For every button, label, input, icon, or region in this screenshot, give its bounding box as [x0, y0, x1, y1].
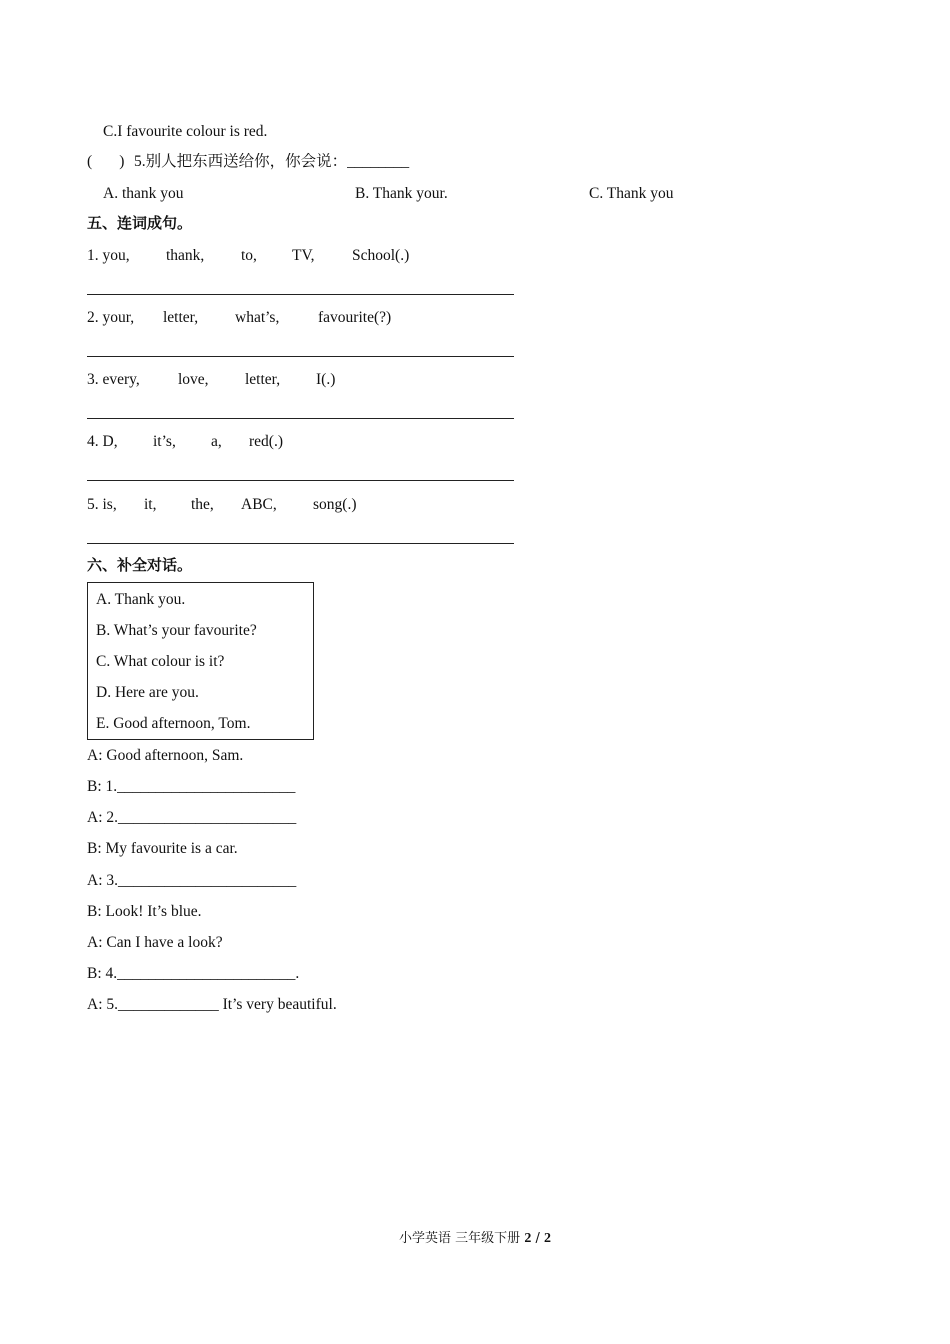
- s5-item-4-word: red(.): [249, 433, 283, 450]
- footer-separator: /: [531, 1231, 544, 1246]
- dialogue-line: B: My favourite is a car.: [87, 840, 238, 857]
- q4-option-c: C.I favourite colour is red.: [103, 123, 268, 140]
- section5-heading: 五、连词成句。: [87, 214, 193, 232]
- s5-item-4-word: a,: [211, 433, 222, 450]
- dialogue-blank-4[interactable]: B: 4._______________________.: [87, 965, 300, 982]
- s5-item-1-word: School(.): [352, 247, 410, 264]
- page-footer: [0, 1227, 950, 1247]
- dialogue-line: B: Look! It’s blue.: [87, 903, 202, 920]
- section6-heading: 六、补全对话。: [87, 556, 193, 574]
- s5-item-5-word: ABC,: [241, 496, 277, 513]
- footer-page-total: 2: [543, 1231, 551, 1246]
- s5-item-2-word: favourite(?): [318, 309, 392, 326]
- answer-line-2[interactable]: [87, 356, 514, 357]
- dialogue-line: A: Good afternoon, Sam.: [87, 747, 244, 764]
- dialogue-blank-2[interactable]: A: 2._______________________: [87, 809, 297, 826]
- footer-subject: 小学英语 三年级下册: [399, 1231, 521, 1246]
- dialogue-blank-5[interactable]: A: 5._____________ It’s very beautiful.: [87, 996, 337, 1013]
- s5-item-1-word: thank,: [166, 247, 205, 264]
- q5-option-c: C. Thank you: [589, 185, 674, 202]
- s5-item-3-word: I(.): [316, 371, 336, 388]
- s5-item-2-word: 2. your,: [87, 309, 135, 326]
- option-a: A. Thank you.: [96, 591, 186, 608]
- option-d: D. Here are you.: [96, 684, 199, 701]
- footer-page-number: 2: [524, 1231, 532, 1246]
- s5-item-5-word: the,: [191, 496, 214, 513]
- s5-item-5-word: song(.): [313, 496, 357, 513]
- option-c: C. What colour is it?: [96, 653, 225, 670]
- q5-answer-paren[interactable]: ( ): [87, 153, 125, 170]
- q5-question: 5.别人把东西送给你，你会说：________: [134, 153, 410, 170]
- s5-item-2-word: letter,: [163, 309, 199, 326]
- s5-item-5-word: it,: [144, 496, 157, 513]
- s5-item-5-word: 5. is,: [87, 496, 117, 513]
- dialogue-line: A: Can I have a look?: [87, 934, 223, 951]
- s5-item-3-word: letter,: [245, 371, 281, 388]
- dialogue-blank-1[interactable]: B: 1._______________________: [87, 778, 296, 795]
- answer-line-5[interactable]: [87, 543, 514, 544]
- option-b: B. What’s your favourite?: [96, 622, 257, 639]
- s5-item-4-word: it’s,: [153, 433, 176, 450]
- s5-item-1-word: to,: [241, 247, 257, 264]
- option-e: E. Good afternoon, Tom.: [96, 715, 251, 732]
- q5-option-b: B. Thank your.: [355, 185, 448, 202]
- s5-item-2-word: what’s,: [235, 309, 280, 326]
- s5-item-1-word: TV,: [292, 247, 315, 264]
- s5-item-3-word: love,: [178, 371, 209, 388]
- answer-line-1[interactable]: [87, 294, 514, 295]
- s5-item-1-word: 1. you,: [87, 247, 130, 264]
- dialogue-blank-3[interactable]: A: 3._______________________: [87, 872, 297, 889]
- s5-item-4-word: 4. D,: [87, 433, 118, 450]
- s5-item-3-word: 3. every,: [87, 371, 140, 388]
- answer-line-3[interactable]: [87, 418, 514, 419]
- answer-line-4[interactable]: [87, 480, 514, 481]
- q5-option-a: A. thank you: [103, 185, 184, 202]
